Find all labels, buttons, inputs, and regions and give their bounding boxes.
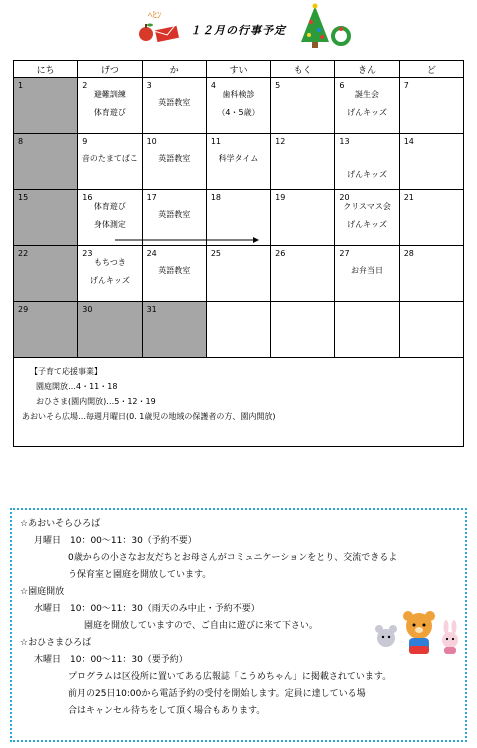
weekday-sat: ど (399, 61, 463, 78)
weekday-tue: か (142, 61, 206, 78)
calendar-day-cell (399, 78, 463, 134)
event-label: 体育遊び (93, 108, 126, 117)
event-label: 英語教室 (158, 210, 191, 219)
event-label: 避難訓練 (93, 90, 126, 99)
calendar-day-cell (399, 302, 463, 358)
day-number: 17 (146, 193, 157, 202)
day-number: 9 (82, 137, 88, 146)
day-number: 10 (146, 137, 157, 146)
day-number: 21 (403, 193, 414, 202)
section-desc: う保育室と園庭を開放しています。 (68, 570, 212, 580)
calendar-day-cell (142, 78, 206, 134)
calendar-week-row (14, 78, 464, 134)
calendar-day-cell (399, 134, 463, 190)
calendar-day-cell (142, 134, 206, 190)
calendar-day-cell (14, 302, 78, 358)
event-label: 英語教室 (158, 266, 191, 275)
day-number: 18 (210, 193, 222, 202)
calendar-day-cell (271, 190, 335, 246)
day-number: 8 (18, 137, 24, 146)
day-number: 7 (403, 81, 409, 90)
section-desc: 前月の25日10:00から電話予約の受付を開始します。定員に達している場 (68, 689, 366, 699)
section-desc: 0歳からの小さなお友だちとお母さんがコミュニケーションをとり、交流できるよ (68, 553, 398, 563)
notes-heading: 【子育て応援事業】 (30, 367, 102, 376)
event-label: クリスマス会 (343, 202, 391, 211)
christmas-tree-icon (297, 2, 353, 50)
section-desc: プログラムは区役所に置いてある広報誌「こうめちゃん」に掲載されています。 (68, 672, 392, 682)
event-label: 英語教室 (158, 98, 191, 107)
event-label: 音のたまてばこ (81, 154, 138, 163)
calendar-day-cell (271, 78, 335, 134)
calendar-day-cell (206, 78, 270, 134)
svg-text:ﾍﾋﾝ: ﾍﾋﾝ (148, 11, 162, 21)
day-number: 13 (339, 137, 350, 146)
section-time: 月曜日 10：00～11：30（予約不要） (34, 536, 197, 546)
event-label: 体育遊び (93, 202, 126, 211)
animal-characters-icon (372, 608, 464, 658)
calendar-day-cell (335, 190, 399, 246)
apple-letters-icon (136, 8, 184, 44)
day-number: 12 (275, 137, 286, 146)
page-title: １２月の行事予定 (190, 24, 286, 37)
weekday-mon: げつ (78, 61, 142, 78)
event-label: （4・5歳） (217, 108, 260, 117)
event-label: 科学タイム (218, 154, 259, 163)
calendar-week-row (14, 190, 464, 246)
day-number: 6 (339, 81, 345, 90)
section-desc: 合はキャンセル待ちをして頂く場合もあります。 (68, 706, 266, 716)
calendar-day-cell (142, 190, 206, 246)
event-label: 誕生会 (355, 90, 380, 99)
info-box (10, 508, 467, 742)
event-label: 英語教室 (158, 154, 191, 163)
notes-line: おひさま(園内開放)…5・12・19 (36, 397, 156, 406)
notes-line: あおいそら広場…毎週月曜日(0. 1歳児の地域の保護者の方、園内開放) (22, 412, 276, 421)
day-number: 14 (403, 137, 414, 146)
calendar-day-cell (14, 246, 78, 302)
event-label: お弁当日 (351, 266, 384, 275)
calendar-day-cell (78, 302, 142, 358)
calendar-day-cell (271, 134, 335, 190)
event-label: げんキッズ (347, 108, 387, 117)
notes-line: 園庭開放…4・11・18 (36, 382, 118, 391)
calendar-day-cell (78, 134, 142, 190)
section-time: 木曜日 10：00～11：30（要予約） (34, 655, 188, 665)
day-number: 26 (275, 249, 286, 258)
calendar-day-cell (14, 78, 78, 134)
calendar-day-cell (206, 302, 270, 358)
day-number: 29 (18, 305, 29, 314)
day-number: 15 (18, 193, 29, 202)
header (0, 0, 477, 58)
section-title: ☆あおいそらひろば (20, 519, 101, 529)
event-label: げんキッズ (90, 276, 130, 285)
section-title: ☆園庭開放 (20, 587, 65, 597)
event-label: げんキッズ (347, 170, 387, 179)
day-number: 1 (18, 81, 24, 90)
day-number: 25 (210, 249, 222, 258)
calendar-week-row (14, 302, 464, 358)
section-desc: 園庭を開放していますので、ご自由に遊びに来て下さい。 (84, 621, 318, 631)
calendar-day-cell (335, 302, 399, 358)
day-number: 3 (146, 81, 152, 90)
weekday-thu: もく (271, 61, 335, 78)
calendar-day-cell (206, 190, 270, 246)
day-number: 5 (275, 81, 281, 90)
calendar-day-cell (335, 246, 399, 302)
calendar-day-cell (399, 246, 463, 302)
day-number: 11 (210, 137, 222, 146)
calendar-day-cell (14, 190, 78, 246)
day-number: 19 (275, 193, 286, 202)
event-label: もちつき (93, 258, 126, 267)
calendar-day-cell (271, 302, 335, 358)
section-time: 水曜日 10：00～11：30（雨天のみ中止・予約不要） (34, 604, 260, 614)
calendar-day-cell (335, 78, 399, 134)
day-number: 4 (210, 81, 216, 90)
calendar-day-cell (335, 134, 399, 190)
event-label: げんキッズ (347, 220, 387, 229)
calendar-table (13, 60, 464, 447)
day-number: 16 (82, 193, 93, 202)
weekday-header-row (14, 61, 464, 78)
day-number: 2 (82, 81, 88, 90)
calendar-day-cell (142, 246, 206, 302)
weekday-wed: すい (206, 61, 270, 78)
calendar-day-cell (206, 246, 270, 302)
day-number: 27 (339, 249, 350, 258)
day-number: 28 (403, 249, 414, 258)
calendar-week-row (14, 134, 464, 190)
calendar-day-cell (14, 134, 78, 190)
calendar-day-cell (78, 246, 142, 302)
event-label: 歯科検診 (222, 90, 255, 99)
weekday-sun: にち (14, 61, 78, 78)
calendar-day-cell (78, 190, 142, 246)
day-number: 24 (146, 249, 157, 258)
weekday-fri: きん (335, 61, 399, 78)
calendar-day-cell (78, 78, 142, 134)
calendar-day-cell (142, 302, 206, 358)
day-number: 31 (146, 305, 157, 314)
day-number: 20 (339, 193, 350, 202)
calendar-week-row (14, 246, 464, 302)
day-number: 23 (82, 249, 93, 258)
section-title: ☆おひさまひろば (20, 638, 92, 648)
calendar-day-cell (206, 134, 270, 190)
event-label: 身体測定 (93, 220, 126, 229)
day-number: 30 (82, 305, 93, 314)
calendar-day-cell (271, 246, 335, 302)
day-number: 22 (18, 249, 29, 258)
calendar-day-cell (399, 190, 463, 246)
support-notes (14, 358, 464, 447)
